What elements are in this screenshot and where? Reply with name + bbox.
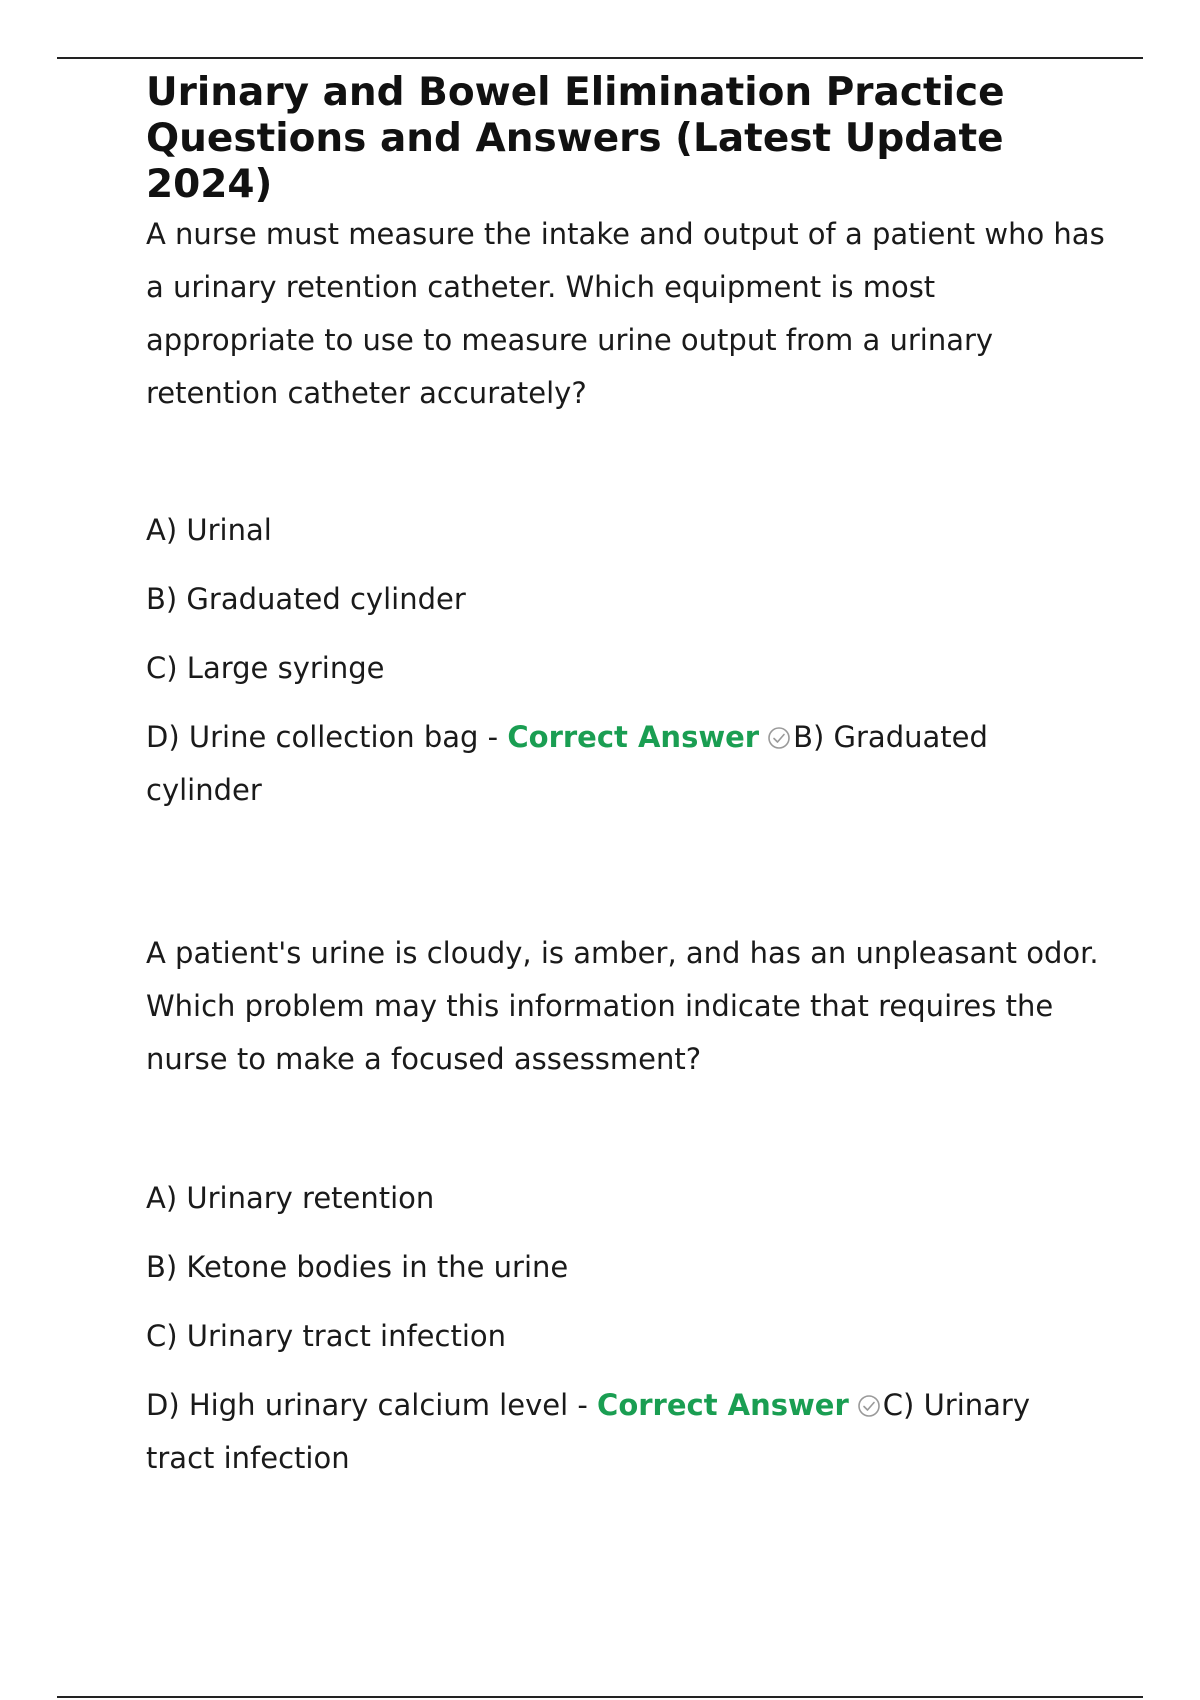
option-d-label: D) High urinary calcium level - xyxy=(146,1388,598,1422)
correct-answer-text: B) Graduated cylinder xyxy=(146,720,988,807)
option-c: C) Large syringe xyxy=(146,651,385,685)
option-d-with-answer xyxy=(146,711,1106,817)
option-d-with-answer xyxy=(146,1379,1106,1485)
correct-answer-label: Correct Answer xyxy=(597,1388,849,1422)
option-a: A) Urinary retention xyxy=(146,1181,435,1215)
top-rule xyxy=(57,57,1143,59)
correct-answer-label: Correct Answer xyxy=(507,720,760,754)
correct-answer-text: C) Urinary tract infection xyxy=(146,1388,1031,1475)
question-1-options xyxy=(146,504,1106,817)
question-2-options xyxy=(146,1172,1106,1485)
question-1-text: A nurse must measure the intake and output of a patient who has a urinary retention catheter. Which equipment is most appropriate to use to measure urine output from a urinary retention catheter accurately? xyxy=(146,217,1105,410)
check-circle-icon xyxy=(857,1394,881,1418)
document-title: Urinary and Bowel Elimination Practice Questions and Answers (Latest Update 2024) xyxy=(146,70,1005,207)
question-2-text: A patient's urine is cloudy, is amber, and has an unpleasant odor. Which problem may this information indicate that requires the nurse to make a focused assessment? xyxy=(146,936,1099,1076)
bottom-rule xyxy=(57,1696,1143,1698)
option-b: B) Graduated cylinder xyxy=(146,582,466,616)
option-a: A) Urinal xyxy=(146,513,272,547)
option-d-label: D) Urine collection bag - xyxy=(146,720,508,754)
document-body xyxy=(146,70,1106,1501)
option-c: C) Urinary tract infection xyxy=(146,1319,507,1353)
check-circle-icon xyxy=(767,726,791,750)
option-b: B) Ketone bodies in the urine xyxy=(146,1250,569,1284)
